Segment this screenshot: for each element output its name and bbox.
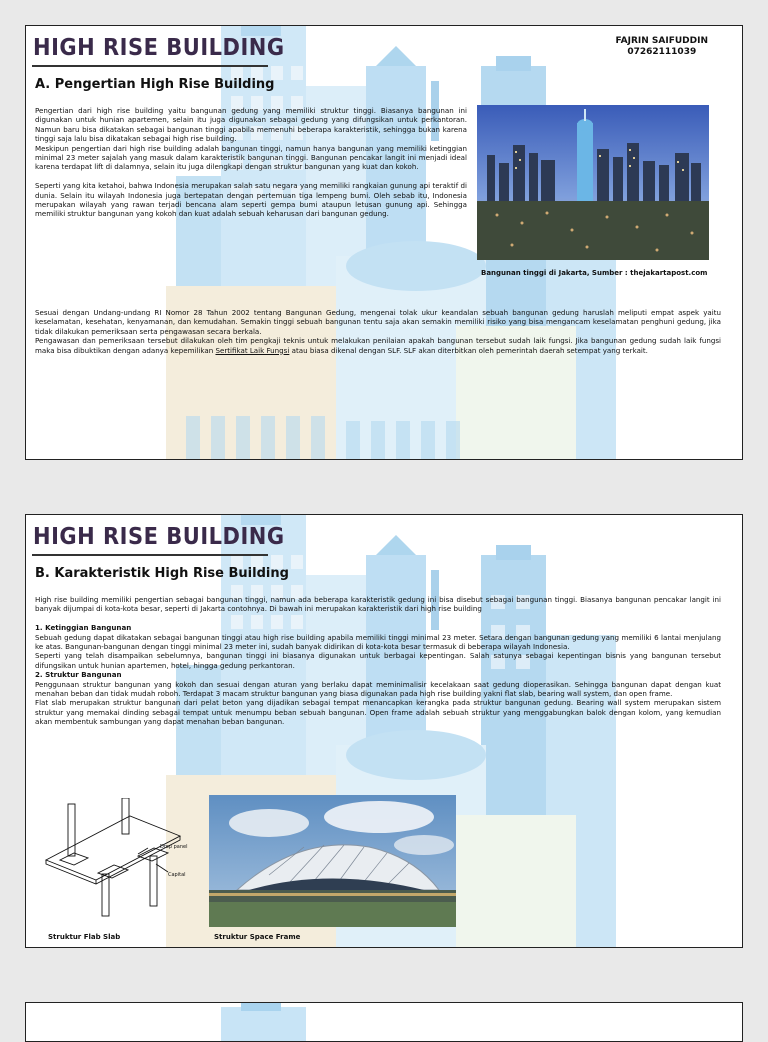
section-heading: B. Karakteristik High Rise Building	[35, 566, 289, 581]
paragraph	[35, 336, 721, 355]
paragraph: High rise building memiliki pengertian sebagai bangunan tinggi, namun ada beberapa karakteristik gedung ini bisa disebut sebagai bangunan tinggi. Biasanya bangunan pencakar langit ini banyak dijumpai di kota-kota besar, seperti di Jakarta contohnya. Di bawah ini merupakan karakteristik dari high rise building	[35, 595, 721, 614]
title-underline	[32, 65, 268, 67]
intro-text-block	[35, 106, 467, 219]
text-span: Pengawasan dan pemeriksaan tersebut dilakukan oleh tim pengkaji teknis untuk melakukan penilaian apakah bangunan tersebut sudah laik fungsi. Jika bangunan gedung sudah laik fungsi maka bisa dibuktikan dengan adanya kepemilikan	[35, 336, 721, 355]
paragraph: Flat slab merupakan struktur bangunan dari pelat beton yang dijadikan sebagai tempat menancapkan kerangka pada struktur bangunan gedung. Bearing wall system merupakan sistem struktur yang memakai dinding sebagai tempat untuk menumpu beban sebuah bangunan. Open frame adalah sebuah struktur yang menggabungkan balok dengan kolom, yang kemudian akan membentuk sambungan yang dapat menahan beban bangunan.	[35, 698, 721, 727]
paragraph: Sebuah gedung dapat dikatakan sebagai bangunan tinggi atau high rise building apabila memiliki tinggi minimal 23 meter. Setara dengan bangunan gedung yang memiliki 6 lantai menjulang ke atas. Bangunan-bangunan dengan tinggi minimal 23 meter ini, sudah banyak didirikan di kota-kota besar termasuk di beberapa wilayah Indonesia.	[35, 632, 721, 652]
regulation-text-block	[35, 308, 721, 355]
characteristics-text-block	[35, 595, 721, 727]
photo-caption: Bangunan tinggi di Jakarta, Sumber : thejakartapost.com	[481, 269, 708, 277]
document-page-2	[25, 514, 743, 948]
caption-flat-slab: Struktur Flab Slab	[48, 933, 121, 941]
author-block	[616, 36, 708, 58]
paragraph: Seperti yang telah disampaikan sebelumnya, bangunan tinggi ini biasanya digunakan untuk berbagai kepentingan. Salah satunya sebagai kepentingan bisnis yang bangunan tersebut difungsikan untuk hunian apartemen, hotel, hingga gedung perkantoran.	[35, 651, 721, 670]
space-frame-photo	[209, 795, 456, 927]
paragraph: Seperti yang kita ketahoi, bahwa Indonesia merupakan salah satu negara yang memiliki rangkaian gunung api teraktif di dunia. Selain itu wilayah Indonesia juga bertepatan dengan pertemuan tiga lempeng bumi. Oleh sebab itu, Indonesia merupakan wilayah yang rawan terjadi bencana alam seperti gempa bumi ataupun letusan gunung api. Sehingga memiliki struktur bangunan yang kokoh dan kuat adalah sebuah keharusan dari bangunan gedung.	[35, 181, 467, 219]
text-span: atau biasa dikenal dengan SLF. SLF akan diterbitkan oleh pemerintah daerah setempat yang terkait.	[289, 345, 648, 355]
paragraph: Pengertian dari high rise building yaitu bangunan gedung yang memiliki struktur tinggi. Biasanya bangunan ini digunakan untuk hunian apartemen, selain itu juga digunakan sebagai gedung yang difungsikan untuk perkantoran. Namun baru bisa dikatakan sebagai bangunan tinggi apabila memenuhi beberapa karakteristik, sehingga bukan karena tinggi saja lalu bisa dikatakan sebagai high rise building.	[35, 106, 467, 144]
document-page-1	[25, 25, 743, 460]
caption-space-frame: Struktur Space Frame	[214, 933, 301, 941]
city-skyline-background	[26, 1003, 743, 1042]
author-name: FAJRIN SAIFUDDIN	[615, 36, 708, 46]
author-id: 07262111039	[627, 47, 697, 57]
title-underline	[32, 554, 268, 556]
jakarta-skyline-photo	[477, 105, 709, 260]
section-heading: A. Pengertian High Rise Building	[35, 77, 275, 92]
drop-panel-label: Drop panel	[160, 844, 188, 850]
list-item-label: 1. Ketinggian Bangunan	[35, 623, 132, 633]
list-item-label: 2. Struktur Bangunan	[35, 670, 122, 680]
slf-link[interactable]: Sertifikat Laik Fungsi	[215, 345, 290, 355]
flat-slab-diagram	[38, 798, 188, 923]
capital-label: Capital	[168, 872, 186, 878]
document-page-3	[25, 1002, 743, 1042]
page-title: HIGH RISE BUILDING	[33, 34, 285, 61]
paragraph: Sesuai dengan Undang-undang RI Nomor 28 Tahun 2002 tentang Bangunan Gedung, mengenai tolak ukur keandalan sebuah bangunan gedung haruslah meliputi empat aspek yaitu keselamatan, kesehatan, kenyamanan, dan kemudahan. Semakin tinggi sebuah bangunan tentu saja akan semakin memiliki risiko yang bisa mengancam keselamatan penghuni gedung, jika tidak dilakukan pemeriksaan serta pengawasan secara berkala.	[35, 308, 721, 336]
paragraph: Penggunaan struktur bangunan yang kokoh dan sesuai dengan aturan yang berlaku dapat meminimalisir kecelakaan saat gedung dioperasikan. Sehingga bangunan dapat dengan kuat menahan beban dan tidak mudah roboh. Terdapat 3 macam struktur bangunan yang biasa digunakan pada high rise building yakni flat slab, bearing wall system, dan open frame.	[35, 679, 721, 699]
page-title: HIGH RISE BUILDING	[33, 523, 285, 550]
paragraph: Meskipun pengertian dari high rise building adalah bangunan tinggi, namun hanya bangunan yang memiliki ketinggian minimal 23 meter sajalah yang masuk dalam karakteristik bangunan tinggi. Bangunan pencakar langit ini menjadi ideal karena terdapat lift di dalamnya, selain itu juga dilengkapi dengan struktur bangunan yang kuat dan kokoh.	[35, 143, 467, 172]
